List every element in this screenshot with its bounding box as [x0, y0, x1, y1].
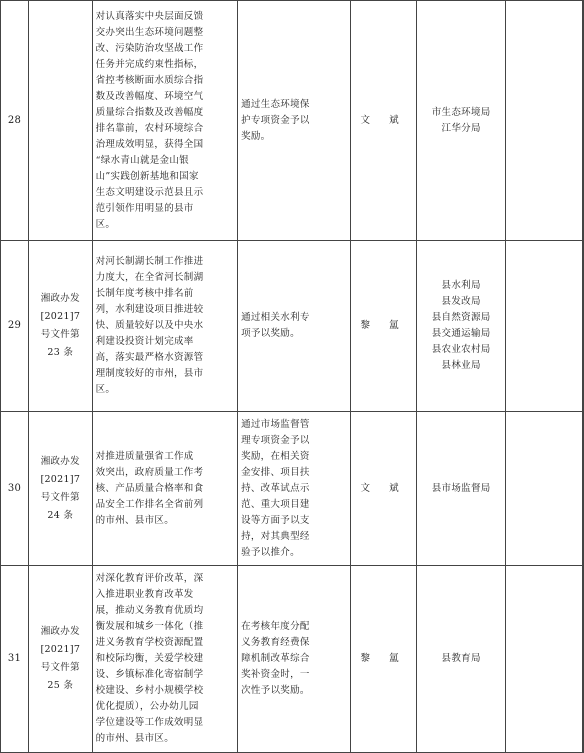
text-line: 理专项资金予以: [241, 434, 310, 446]
empty-cell: [582, 566, 583, 753]
document-reference: [29, 1, 93, 241]
text-line: 23 条: [47, 347, 74, 358]
text-line: 质量综合指数及改善幅度: [95, 106, 204, 118]
text-line: 核、产品质量合格率和食: [95, 482, 204, 494]
responsible-department: [416, 1, 505, 241]
reward-criteria: [92, 241, 237, 412]
empty-cell: [506, 566, 583, 753]
text-line: 列，水利建设项目推进较: [95, 304, 204, 315]
responsible-leader: 黎 氲: [351, 566, 417, 753]
text-line: 号文件第: [40, 329, 80, 340]
reward-measure: [238, 412, 351, 566]
text-line: 次性予以奖励。: [241, 685, 310, 696]
document-reference: [29, 412, 93, 566]
reward-criteria: [92, 1, 237, 241]
text-line: 设等方面予以支: [241, 514, 310, 526]
text-line: 范、重大项目建: [241, 498, 310, 510]
text-line: 入推进职业教育改革发: [95, 589, 194, 600]
document-reference: [29, 241, 93, 412]
text-line: 验予以推介。: [241, 546, 300, 558]
text-line: 区。: [95, 384, 116, 395]
responsible-leader: 文 斌: [351, 412, 417, 566]
text-line: 金安排、项目扶: [241, 466, 310, 478]
row-number: 29: [1, 241, 29, 412]
empty-cell: [582, 412, 583, 566]
text-line: 对河长制湖长制工作推进: [95, 256, 204, 267]
text-line: 生态文明建设示范县且示: [95, 186, 204, 198]
empty-cell: [506, 1, 583, 241]
text-line: 通过相关水利专: [241, 312, 310, 323]
text-line: 县水利局: [441, 280, 481, 291]
document-reference: [29, 566, 93, 753]
reward-measure: [238, 241, 351, 412]
text-line: 长制年度考核中排名前: [95, 288, 194, 299]
text-line: 号文件第: [40, 662, 80, 673]
text-line: 号文件第: [40, 491, 80, 503]
responsible-department: [416, 241, 505, 412]
empty-cell: [506, 241, 583, 412]
text-line: 义务教育经费保: [241, 637, 310, 648]
responsible-leader: 黎 氲: [351, 241, 417, 412]
text-line: 奖励。: [241, 130, 271, 142]
text-line: 排名靠前，农村环境综合: [95, 122, 204, 134]
text-line: 湘政办发: [40, 626, 80, 637]
table-row: [1, 566, 584, 753]
text-line: 县市场监督局: [431, 482, 491, 494]
reward-criteria: [92, 566, 237, 753]
text-line: 理制度较好的市州，县市: [95, 368, 204, 379]
empty-cell: [582, 1, 583, 241]
text-line: 通过生态环境保: [241, 98, 310, 110]
text-line: 江华分局: [441, 122, 481, 134]
text-line: 任务并完成约束性指标，: [95, 58, 204, 70]
text-line: 优化提质），公办幼儿园: [95, 701, 199, 712]
text-line: 障机制改革综合: [241, 653, 310, 664]
text-line: [2021]7: [40, 644, 81, 655]
text-line: 奖励，在相关资: [241, 450, 310, 462]
text-line: 在考核年度分配: [241, 621, 310, 632]
reward-criteria: [92, 412, 237, 566]
text-line: 县交通运输局: [431, 328, 491, 339]
row-number: 28: [1, 1, 29, 241]
table-row: [1, 241, 584, 412]
text-line: 持、改革试点示: [241, 482, 310, 494]
text-line: 力度大，在全省河长制湖: [95, 272, 204, 283]
text-line: 湘政办发: [40, 455, 80, 467]
text-line: 对认真落实中央层面反馈: [95, 10, 204, 22]
row-number: 30: [1, 412, 29, 566]
reward-measure: [238, 566, 351, 753]
text-line: 展，推动义务教育优质均: [95, 605, 204, 616]
text-line: 县发改局: [441, 296, 481, 307]
text-line: 效突出，政府质量工作考: [95, 466, 204, 478]
text-line: 品安全工作排名全省前列: [95, 498, 204, 510]
text-line: 24 条: [47, 509, 74, 521]
empty-cell: [506, 412, 583, 566]
text-line: 对推进质量强省工作成: [95, 450, 194, 462]
text-line: 数及改善幅度、环境空气: [95, 90, 204, 102]
text-line: 项予以奖励。: [241, 328, 300, 339]
text-line: 山”实践创新基地和国家: [95, 170, 199, 182]
text-line: 通过市场监督管: [241, 418, 310, 430]
text-line: 县教育局: [441, 653, 481, 664]
row-number: 31: [1, 566, 29, 753]
text-line: 县农业农村局: [431, 344, 491, 355]
text-line: 护专项资金予以: [241, 114, 310, 126]
text-line: 进义务教育学校资源配置: [95, 637, 204, 648]
text-line: 25 条: [47, 680, 74, 691]
text-line: [2021]7: [40, 311, 81, 322]
text-line: 持，对其典型经: [241, 530, 310, 542]
text-line: 衡发展和城乡一体化（推: [95, 621, 204, 632]
text-line: 校建设、乡村小规模学校: [95, 685, 204, 696]
table-row: [1, 412, 584, 566]
reward-measure: [238, 1, 351, 241]
text-line: 和校际均衡，关爱学校建: [95, 653, 204, 664]
text-line: 改、污染防治攻坚战工作: [95, 42, 204, 54]
text-line: 对深化教育评价改革，深: [95, 573, 204, 584]
text-line: 交办突出生态环境问题整: [95, 26, 204, 38]
responsible-department: [416, 566, 505, 753]
text-line: 县林业局: [441, 360, 481, 371]
text-line: 市生态环境局: [431, 106, 491, 118]
table-row: [1, 1, 584, 241]
responsible-leader: 文 斌: [351, 1, 417, 241]
text-line: “绿水青山就是金山银: [95, 154, 189, 166]
text-line: 设、乡镇标准化寄宿制学: [95, 669, 204, 680]
text-line: 利建设投资计划完成率: [95, 336, 194, 347]
text-line: 区。: [95, 218, 116, 230]
text-line: 县自然资源局: [431, 312, 491, 323]
text-line: 省控考核断面水质综合指: [95, 74, 204, 86]
empty-cell: [582, 241, 583, 412]
text-line: 治理成效明显，获得全国: [95, 138, 204, 150]
text-line: 学位建设等工作成效明显: [95, 717, 204, 728]
text-line: 快、质量较好以及中央水: [95, 320, 204, 331]
text-line: 奖补资金时，一: [241, 669, 310, 680]
responsible-department: [416, 412, 505, 566]
text-line: 的市州、县市区。: [95, 733, 174, 744]
text-line: 的市州、县市区。: [95, 514, 174, 526]
text-line: 高，落实最严格水资源管: [95, 352, 204, 363]
text-line: [2021]7: [40, 473, 81, 485]
text-line: 湘政办发: [40, 293, 80, 304]
text-line: 范引领作用明显的县市: [95, 202, 194, 214]
